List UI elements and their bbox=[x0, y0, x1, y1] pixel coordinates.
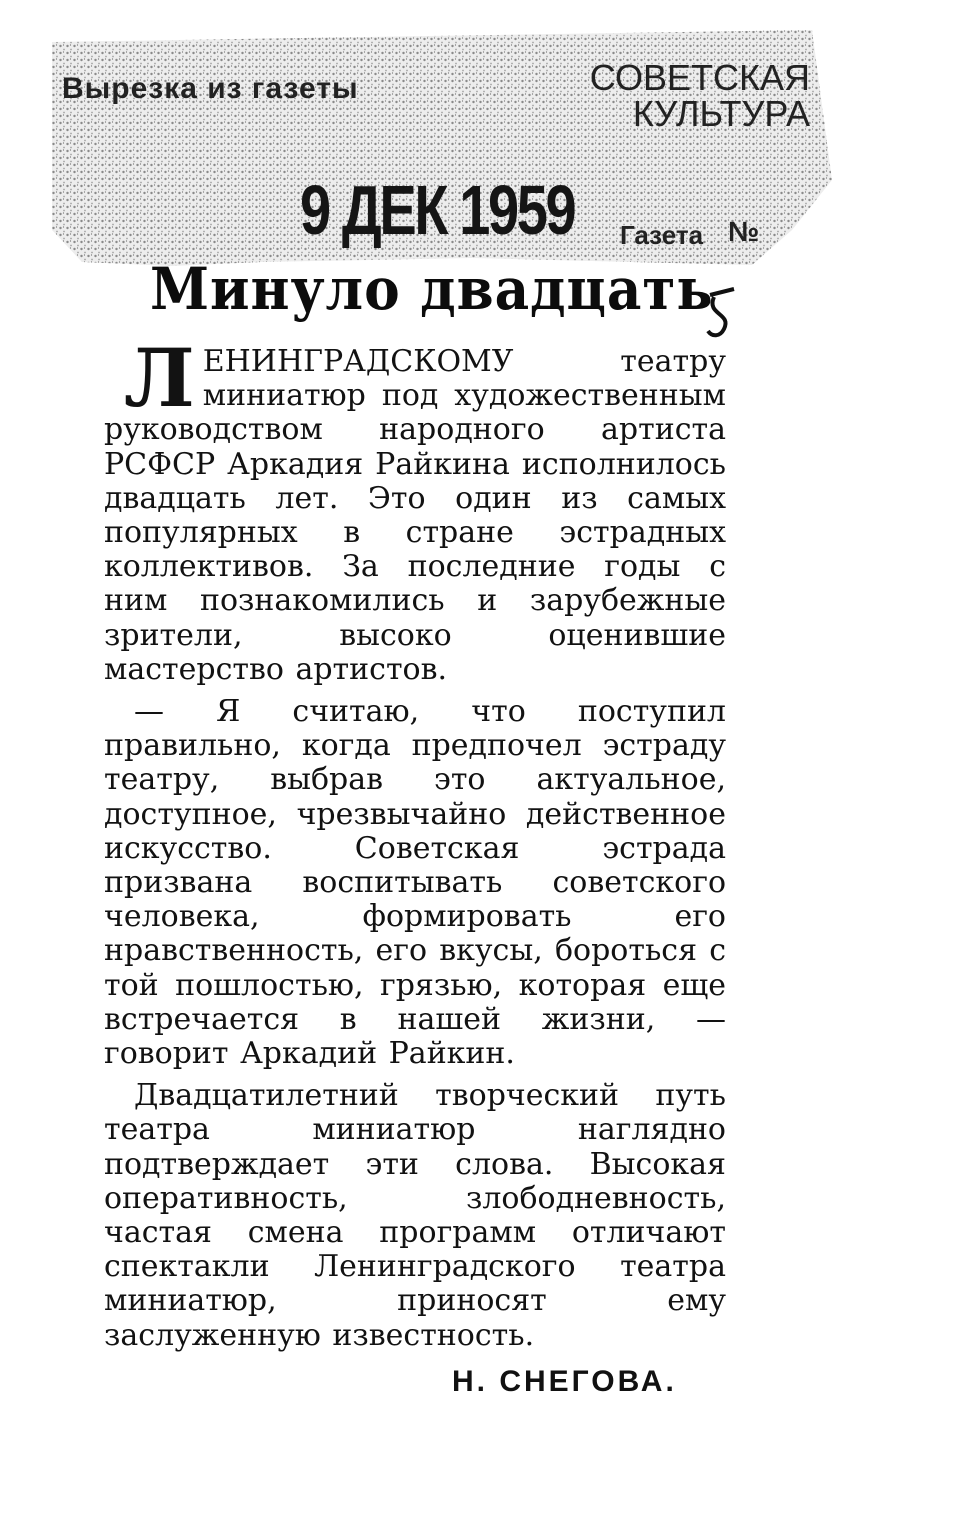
paragraph-text: ЕНИНГРАДСКОМУ театру миниатюр под художественным руководством народного артиста РСФСР Аркадия Райкина исполнилось двадцать лет. Это один из самых популярных в стране эстрадных коллективов. За последние годы с ним познакомились и зарубежные зрители, высоко оценившие мастерство артистов. bbox=[104, 344, 726, 687]
newspaper-name bbox=[589, 57, 810, 134]
article-paragraph: — Я считаю, что поступил правильно, когда предпочел эстраду театру, выбрав это актуальное, доступное, чрезвычайно действенное искусство. Советская эстрада призвана воспитывать советского человека, формировать его нравственность, его вкусы, бороться с той пошлостью, грязью, которая еще встречается в нашей жизни, — говорит Аркадий Райкин. bbox=[104, 694, 726, 1072]
article-paragraph: Двадцатилетний творческий путь театра миниатюр наглядно подтверждает эти слова. Высокая оперативность, злободневность, частая смена программ отличают спектакли Ленинградского театра миниатюр, приносят ему заслуженную известность. bbox=[104, 1078, 726, 1353]
stamp-label: Вырезка из газеты bbox=[62, 72, 359, 105]
gazeta-number-sign: № bbox=[728, 216, 760, 247]
handwritten-mark-icon bbox=[702, 285, 742, 345]
gazeta-label: Газета bbox=[620, 220, 704, 250]
newspaper-clipping bbox=[52, 30, 832, 1420]
newspaper-name-line2: КУЛЬТУРА bbox=[632, 93, 810, 134]
drop-cap: Л bbox=[124, 331, 195, 425]
article-title: Минуло двадцать bbox=[150, 255, 714, 323]
article-body bbox=[104, 331, 726, 1361]
author-signature: Н. СНЕГОВА. bbox=[452, 1365, 677, 1398]
stamp-date: 9 ДЕК 1959 bbox=[300, 171, 575, 249]
article-paragraph bbox=[104, 331, 726, 687]
clipping-stamp bbox=[52, 30, 832, 270]
newspaper-name-line1: СОВЕТСКАЯ bbox=[589, 57, 810, 98]
